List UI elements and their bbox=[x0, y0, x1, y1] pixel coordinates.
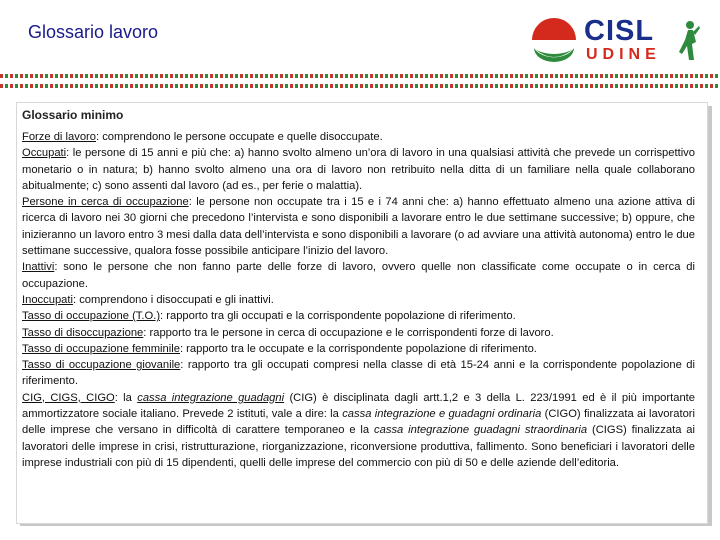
glossary-entry bbox=[22, 194, 695, 259]
stripe-divider bbox=[0, 78, 720, 84]
glossary-entry bbox=[22, 341, 695, 357]
glossary-term: Tasso di disoccupazione bbox=[22, 326, 144, 339]
glossary-term: Inoccupati bbox=[22, 293, 73, 306]
glossary-term: Tasso di occupazione giovanile bbox=[22, 359, 181, 372]
glossary-entry bbox=[22, 292, 695, 308]
glossary-term: CIG, CIGS, CIGO bbox=[22, 391, 115, 404]
page-title: Glossario lavoro bbox=[28, 22, 159, 42]
glossary-definition: : rapporto tra gli occupati compresi nella classe di età 15-24 anni e la corrispondente popolazione di riferimento. bbox=[22, 359, 695, 388]
glossary-content bbox=[22, 129, 695, 471]
glossary-entry-cig bbox=[22, 390, 695, 471]
glossary-definition: : le persone non occupate tra i 15 e i 74 anni che: a) hanno effettuato almeno una azione attiva di ricerca di lavoro nei 30 giorni che precedono l’intervista e sono disponibili a lavorare entro le due settimane successive; b) oppure, che inizieranno un lavoro entro 3 mesi dalla data dell’intervista e sono disponibili a lavorare (o ad avviare una attività autonoma) entro le due settimane successive, qualora fosse possibile anticipare l’inizio del lavoro. bbox=[22, 196, 695, 258]
glossary-emphasis: cassa integrazione e guadagni ordinaria bbox=[342, 408, 542, 421]
glossary-emphasis: cassa integrazione guadagni straordinaria bbox=[374, 424, 588, 437]
glossary-definition: : rapporto tra gli occupati e la corrispondente popolazione di riferimento. bbox=[160, 310, 516, 323]
glossary-definition: : le persone di 15 anni e più che: a) hanno svolto almeno un’ora di lavoro in una qualsiasi attività che prevede un corrispettivo monetario o in natura; b) hanno svolto almeno una ora di lavoro non retribuito nella ditta di un familiare nella quale collaborano abitualmente; c) sono assenti dal lavoro (ad es., per ferie o malattia). bbox=[22, 147, 695, 192]
glossary-definition-part: (CIGO) finalizzata ai lavoratori delle imprese che versano in difficoltà di carattere temporaneo e la bbox=[22, 408, 695, 437]
glossary-definition-part: : la bbox=[114, 391, 138, 404]
glossary-definition: : comprendono i disoccupati e gli inattivi. bbox=[73, 293, 274, 306]
logo-text: CISL bbox=[584, 15, 655, 47]
glossary-term: Tasso di occupazione (T.O.) bbox=[22, 310, 161, 323]
glossary-entry bbox=[22, 129, 695, 145]
runner-figure-icon bbox=[678, 20, 700, 64]
glossary-term: Inattivi bbox=[22, 261, 55, 274]
glossary-term: Occupati bbox=[22, 147, 67, 160]
glossary-term: Persone in cerca di occupazione bbox=[22, 196, 189, 209]
logo-emblem-icon bbox=[528, 18, 580, 64]
glossary-definition: : rapporto tra le persone in cerca di occupazione e le corrispondenti forze di lavoro. bbox=[143, 326, 554, 339]
glossary-emphasis: cassa integrazione guadagni bbox=[137, 391, 285, 404]
glossary-definition: : comprendono le persone occupate e quelle disoccupate. bbox=[96, 131, 383, 143]
glossary-definition: : rapporto tra le occupate e la corrispondente popolazione di riferimento. bbox=[179, 342, 537, 355]
glossary-entry bbox=[22, 145, 695, 194]
glossary-entry bbox=[22, 325, 695, 341]
glossary-entry bbox=[22, 308, 695, 324]
glossary-term: Tasso di occupazione femminile bbox=[22, 342, 180, 355]
cisl-udine-logo bbox=[528, 15, 700, 66]
glossary-term: Forze di lavoro bbox=[22, 131, 96, 143]
glossary-entry bbox=[22, 357, 695, 390]
logo-subtext: UDINE bbox=[586, 46, 661, 63]
glossary-entry bbox=[22, 259, 695, 292]
glossary-definition-part: (CIG) è disciplinata dagli artt.1,2 e 3 della L. 223/1991 ed è il più importante ammortizzatore sociale italiano. Prevede 2 istituti, vale a dire: la bbox=[22, 391, 695, 421]
panel-title: Glossario minimo bbox=[22, 108, 124, 122]
glossary-definition-part: (CIGS) finalizzata ai lavoratori delle imprese in crisi, ristrutturazione, riorganizzazione, riconversione produttiva, fallimento. Sono beneficiari i lavoratori delle imprese industriali con più di 15 dipendenti, quelli delle imprese del commercio con più di 50 e delle aziende dell’editoria. bbox=[22, 424, 696, 469]
glossary-definition: : sono le persone che non fanno parte delle forze di lavoro, ovvero quelle non classificate come occupate o in cerca di occupazione. bbox=[22, 261, 695, 290]
